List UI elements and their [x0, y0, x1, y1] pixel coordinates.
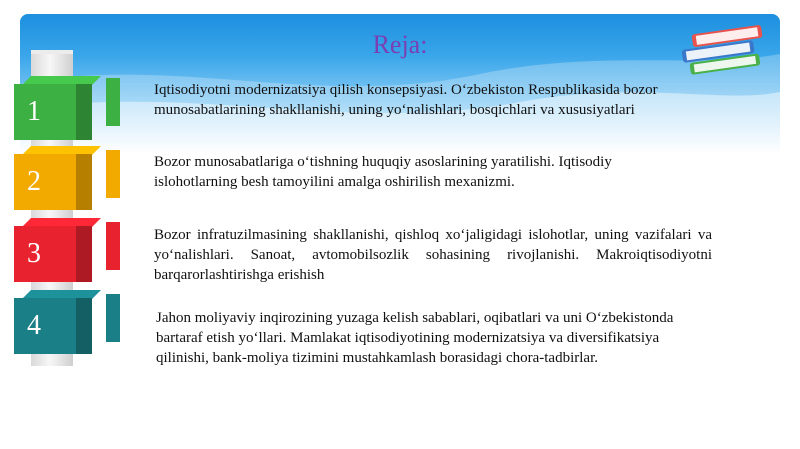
number-cube-1: [14, 76, 92, 140]
stack-of-books-icon: [676, 22, 774, 78]
agenda-item-2: Bozor munosabatlariga o‘tishning huquqiy asoslarining yaratilishi. Iqtisodiy islohotlarning besh tamoyilini amalga oshirilish mexanizmi.: [154, 154, 612, 190]
accent-bar-3: [106, 222, 120, 270]
accent-bar-2: [106, 150, 120, 198]
number-cube-2: [14, 146, 92, 210]
agenda-item-3: Bozor infratuzilmasining shakllanishi, qishloq xo‘jaligidagi islohotlar, uning vazifalari va yo‘nalishlari. Sanoat, avtomobilsozlik sohasining rivojlanishi. Makroiqtisodiyotni barqarorlashtirishga erishish: [154, 227, 712, 283]
agenda-item-4: Jahon moliyaviy inqirozining yuzaga kelish sabablari, oqibatlari va uni O‘zbekistonda bartaraf etish yo‘llari. Mamlakat iqtisodiyotining modernizatsiya va diversifikatsiya qilinishi, bank-moliya tizimini mustahkamlash borasidagi chora-tadbirlar.: [156, 310, 674, 366]
number-cube-4: [14, 290, 92, 354]
number-cube-3: [14, 218, 92, 282]
slide-title: Reja:: [372, 30, 428, 59]
accent-bar-1: [106, 78, 120, 126]
item-number: 2: [27, 166, 41, 197]
item-number: 1: [27, 96, 41, 127]
item-number: 3: [27, 238, 41, 269]
item-number: 4: [27, 310, 41, 341]
accent-bar-4: [106, 294, 120, 342]
agenda-item-1: Iqtisodiyotni modernizatsiya qilish konsepsiyasi. O‘zbekiston Respublikasida bozor munosabatlarining shakllanishi, uning yo‘nalishlari, bosqichlari va xususiyatlari: [154, 82, 658, 118]
